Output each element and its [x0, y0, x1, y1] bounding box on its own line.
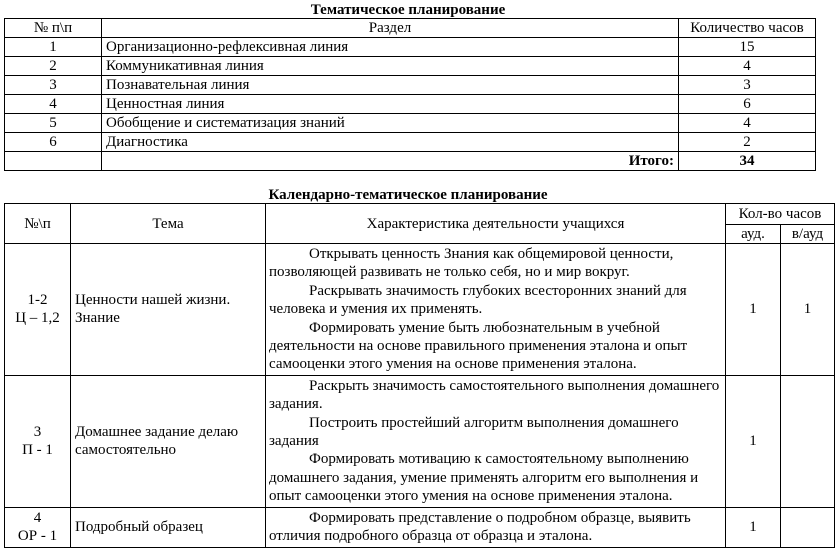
calendar-header-row — [5, 204, 835, 225]
calendar-header-topic: Тема — [71, 204, 266, 244]
calendar-header-vaud: в/ауд — [781, 225, 835, 244]
characteristic-paragraph: Формировать умение быть любознательным в учебной деятельности на основе правильного применения эталона и опыт самооценки этого умения на основе применения эталона. — [269, 319, 688, 373]
plan-header-row — [5, 19, 816, 38]
calendar-row-aud: 1 — [726, 507, 781, 547]
calendar-header-hours: Кол-во часов — [726, 204, 835, 225]
characteristic-paragraph: Открывать ценность Знания как общемировой ценности, позволяющей развивать не только себя, но и мир вокруг. — [269, 246, 674, 281]
plan-row-section: Коммуникативная линия — [102, 57, 679, 76]
calendar-row-topic: Подробный образец — [71, 507, 266, 547]
calendar-header-characteristic: Характеристика деятельности учащихся — [266, 204, 726, 244]
plan-table — [4, 18, 816, 171]
calendar-row-characteristic — [266, 375, 726, 507]
plan-row-num: 6 — [5, 133, 102, 152]
calendar-row-aud: 1 — [726, 244, 781, 376]
calendar-title: Календарно-тематическое планирование — [268, 187, 548, 203]
calendar-row-vaud: 1 — [781, 244, 835, 376]
calendar-row-num-line1: 1-2 — [27, 292, 48, 309]
plan-row-section: Обобщение и систематизация знаний — [102, 114, 679, 133]
calendar-row-num — [5, 375, 71, 507]
characteristic-paragraph: Раскрыть значимость самостоятельного выполнения домашнего задания. — [269, 377, 720, 413]
calendar-row-num-line2: П - 1 — [22, 442, 53, 459]
plan-row-num: 1 — [5, 38, 102, 57]
plan-title: Тематическое планирование — [310, 2, 506, 18]
plan-row-section: Познавательная линия — [102, 76, 679, 95]
plan-row-num: 5 — [5, 114, 102, 133]
table-row — [5, 57, 816, 76]
plan-row-hours: 15 — [679, 38, 816, 57]
plan-row-hours: 3 — [679, 76, 816, 95]
calendar-header-aud: ауд. — [726, 225, 781, 244]
plan-row-hours: 6 — [679, 95, 816, 114]
plan-row-section: Диагностика — [102, 133, 679, 152]
calendar-row-characteristic — [266, 507, 726, 547]
plan-header-hours: Количество часов — [679, 19, 816, 38]
calendar-row-topic: Ценности нашей жизни. Знание — [71, 244, 266, 376]
calendar-row-num — [5, 244, 71, 376]
plan-total-value: 34 — [679, 152, 816, 171]
table-row — [5, 375, 835, 507]
table-row — [5, 95, 816, 114]
plan-total-row — [5, 152, 816, 171]
table-row — [5, 38, 816, 57]
table-row — [5, 76, 816, 95]
plan-row-section: Ценностная линия — [102, 95, 679, 114]
plan-row-hours: 2 — [679, 133, 816, 152]
plan-total-label: Итого: — [102, 152, 679, 171]
table-row — [5, 507, 835, 547]
plan-row-section: Организационно-рефлексивная линия — [102, 38, 679, 57]
calendar-row-num-line1: 4 — [33, 510, 42, 527]
plan-row-hours: 4 — [679, 57, 816, 76]
calendar-row-num-line2: ОР - 1 — [17, 528, 58, 545]
plan-row-num: 3 — [5, 76, 102, 95]
plan-row-num: 2 — [5, 57, 102, 76]
table-row — [5, 244, 835, 376]
plan-row-num: 4 — [5, 95, 102, 114]
characteristic-paragraph: Формировать представление о подробном образце, выявить отличия подробного образца от образца и эталона. — [269, 509, 691, 545]
characteristic-paragraph: Раскрывать значимость глубоких всесторонних знаний для человека и умения их применять. — [269, 282, 687, 318]
characteristic-paragraph: Формировать мотивацию к самостоятельному выполнению домашнего задания, умение применять алгоритм его выполнения и опыт самооценки этого умения на основе применения эталона. — [269, 451, 699, 505]
calendar-row-num — [5, 507, 71, 547]
table-row — [5, 114, 816, 133]
plan-total-spacer — [5, 152, 102, 171]
calendar-row-characteristic — [266, 244, 726, 376]
calendar-row-num-line2: Ц – 1,2 — [15, 310, 60, 327]
calendar-header-num: №\п — [5, 204, 71, 244]
calendar-table — [4, 203, 835, 548]
plan-row-hours: 4 — [679, 114, 816, 133]
calendar-row-topic: Домашнее задание делаю самостоятельно — [71, 375, 266, 507]
plan-header-num: № п\п — [5, 19, 102, 38]
calendar-row-aud: 1 — [726, 375, 781, 507]
calendar-row-vaud — [781, 375, 835, 507]
plan-header-section: Раздел — [102, 19, 679, 38]
table-row — [5, 133, 816, 152]
calendar-row-num-line1: 3 — [33, 424, 42, 441]
calendar-row-vaud — [781, 507, 835, 547]
characteristic-paragraph: Построить простейший алгоритм выполнения домашнего задания — [269, 414, 679, 450]
